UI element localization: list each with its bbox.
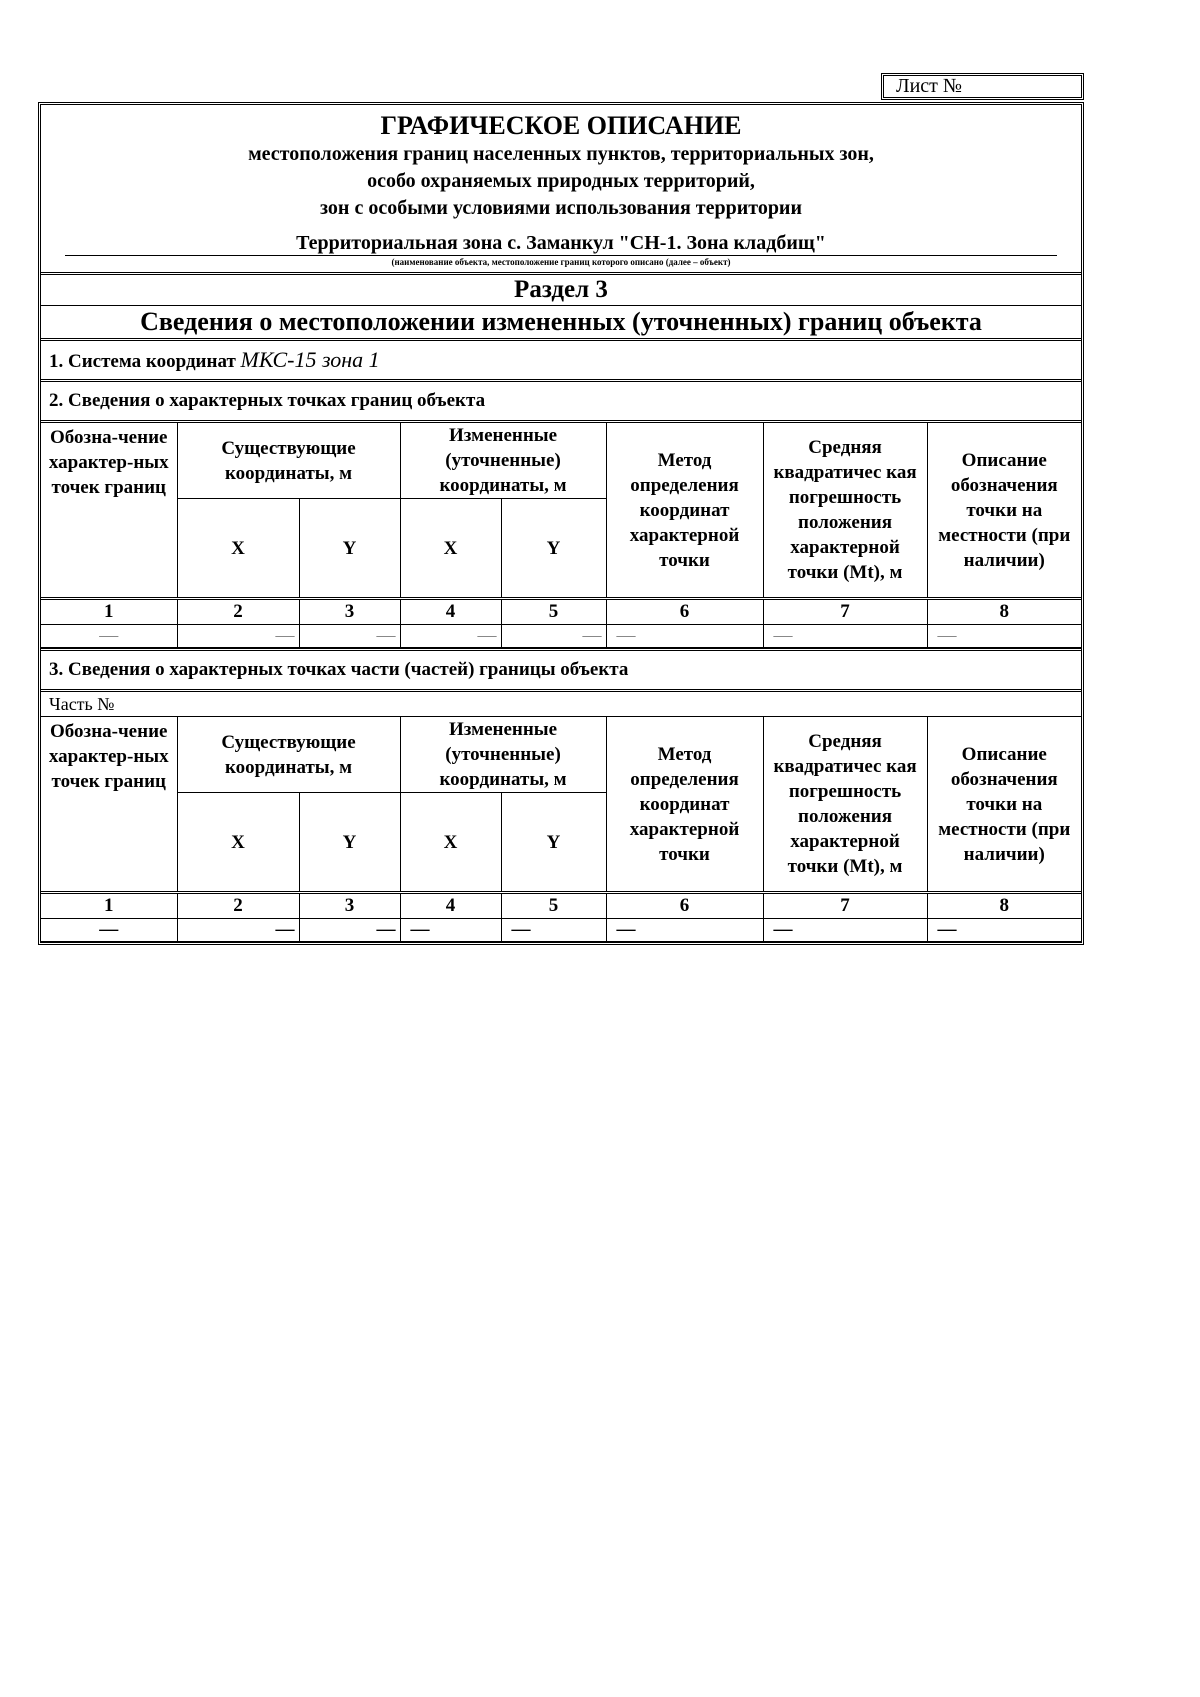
header-description: Описание обозначения точки на местности (при наличии): [927, 423, 1081, 599]
table-cell: —: [501, 919, 606, 942]
column-number: 4: [400, 893, 501, 919]
column-number: 4: [400, 599, 501, 625]
title-line-2: особо охраняемых природных территорий,: [367, 170, 755, 192]
coord-system-row: [41, 341, 1081, 382]
table-cell: —: [606, 625, 763, 648]
column-number: 1: [41, 893, 177, 919]
table-row: [41, 625, 1081, 648]
column-number: 2: [177, 599, 299, 625]
title-line-3: зон с особыми условиями использования территории: [320, 197, 802, 219]
coord-system-value: МКС-15 зона 1: [240, 347, 380, 372]
table-row: [41, 919, 1081, 942]
column-number: 2: [177, 893, 299, 919]
parts-table-block: [41, 692, 1081, 942]
parts-table: [41, 717, 1081, 942]
column-number: 8: [927, 893, 1081, 919]
header-existing-y: Y: [299, 499, 400, 599]
table-cell: —: [177, 919, 299, 942]
header-changed-y: Y: [501, 499, 606, 599]
sheet-number-label: Лист №: [896, 75, 962, 97]
table-cell: —: [299, 625, 400, 648]
header-description: Описание обозначения точки на местности (при наличии): [927, 717, 1081, 893]
header-changed-x: X: [400, 499, 501, 599]
column-number: 1: [41, 599, 177, 625]
section-block: [41, 275, 1081, 341]
table-cell: —: [41, 919, 177, 942]
object-name-note: (наименование объекта, местоположение границ которого описано (далее – объект): [391, 257, 731, 267]
column-number: 7: [763, 599, 927, 625]
title-line-1: местоположения границ населенных пунктов, территориальных зон,: [248, 143, 874, 165]
column-number: 5: [501, 599, 606, 625]
table-cell: —: [763, 919, 927, 942]
table-cell: —: [177, 625, 299, 648]
points-table: [41, 423, 1081, 648]
column-number: 3: [299, 599, 400, 625]
header-existing-x: X: [177, 499, 299, 599]
table-cell: —: [927, 919, 1081, 942]
section-subtitle: Сведения о местоположении измененных (уточненных) границ объекта: [140, 307, 982, 336]
header-existing-coords: Существующие координаты, м: [177, 717, 400, 793]
table-cell: —: [400, 625, 501, 648]
column-number: 5: [501, 893, 606, 919]
header-existing-x: X: [177, 793, 299, 893]
header-designation: Обозна-чение характер-ных точек границ: [41, 423, 177, 599]
table-cell: —: [763, 625, 927, 648]
column-number: 7: [763, 893, 927, 919]
column-number: 6: [606, 599, 763, 625]
document-title: ГРАФИЧЕСКОЕ ОПИСАНИЕ: [380, 111, 742, 140]
header-changed-y: Y: [501, 793, 606, 893]
sheet-number-box: [881, 73, 1084, 100]
table-cell: —: [299, 919, 400, 942]
part-number-label: Часть №: [41, 692, 1081, 717]
column-number: 8: [927, 599, 1081, 625]
header-existing-y: Y: [299, 793, 400, 893]
header-method: Метод определения координат характерной точки: [606, 717, 763, 893]
table-cell: —: [927, 625, 1081, 648]
title-block: [41, 105, 1081, 275]
parts-heading: 3. Сведения о характерных точках части (частей) границы объекта: [41, 651, 1081, 692]
table-cell: —: [41, 625, 177, 648]
points-table-block: [41, 423, 1081, 651]
table-cell: —: [400, 919, 501, 942]
header-method: Метод определения координат характерной точки: [606, 423, 763, 599]
coord-system-label: 1. Система координат: [49, 351, 236, 372]
header-error: Средняя квадратичес кая погрешность положения характерной точки (Mt), м: [763, 717, 927, 893]
section-title: Раздел 3: [41, 275, 1081, 306]
table-cell: —: [501, 625, 606, 648]
graphic-description-form: [38, 102, 1084, 945]
column-number: 3: [299, 893, 400, 919]
column-number: 6: [606, 893, 763, 919]
header-changed-x: X: [400, 793, 501, 893]
header-changed-coords: Измененные (уточненные) координаты, м: [400, 423, 606, 499]
header-changed-coords: Измененные (уточненные) координаты, м: [400, 717, 606, 793]
header-designation: Обозна-чение характер-ных точек границ: [41, 717, 177, 893]
header-error: Средняя квадратичес кая погрешность положения характерной точки (Mt), м: [763, 423, 927, 599]
object-name: Территориальная зона с. Заманкул "СН-1. Зона кладбищ": [296, 232, 826, 254]
points-heading: 2. Сведения о характерных точках границ объекта: [41, 382, 1081, 423]
table-cell: —: [606, 919, 763, 942]
header-existing-coords: Существующие координаты, м: [177, 423, 400, 499]
